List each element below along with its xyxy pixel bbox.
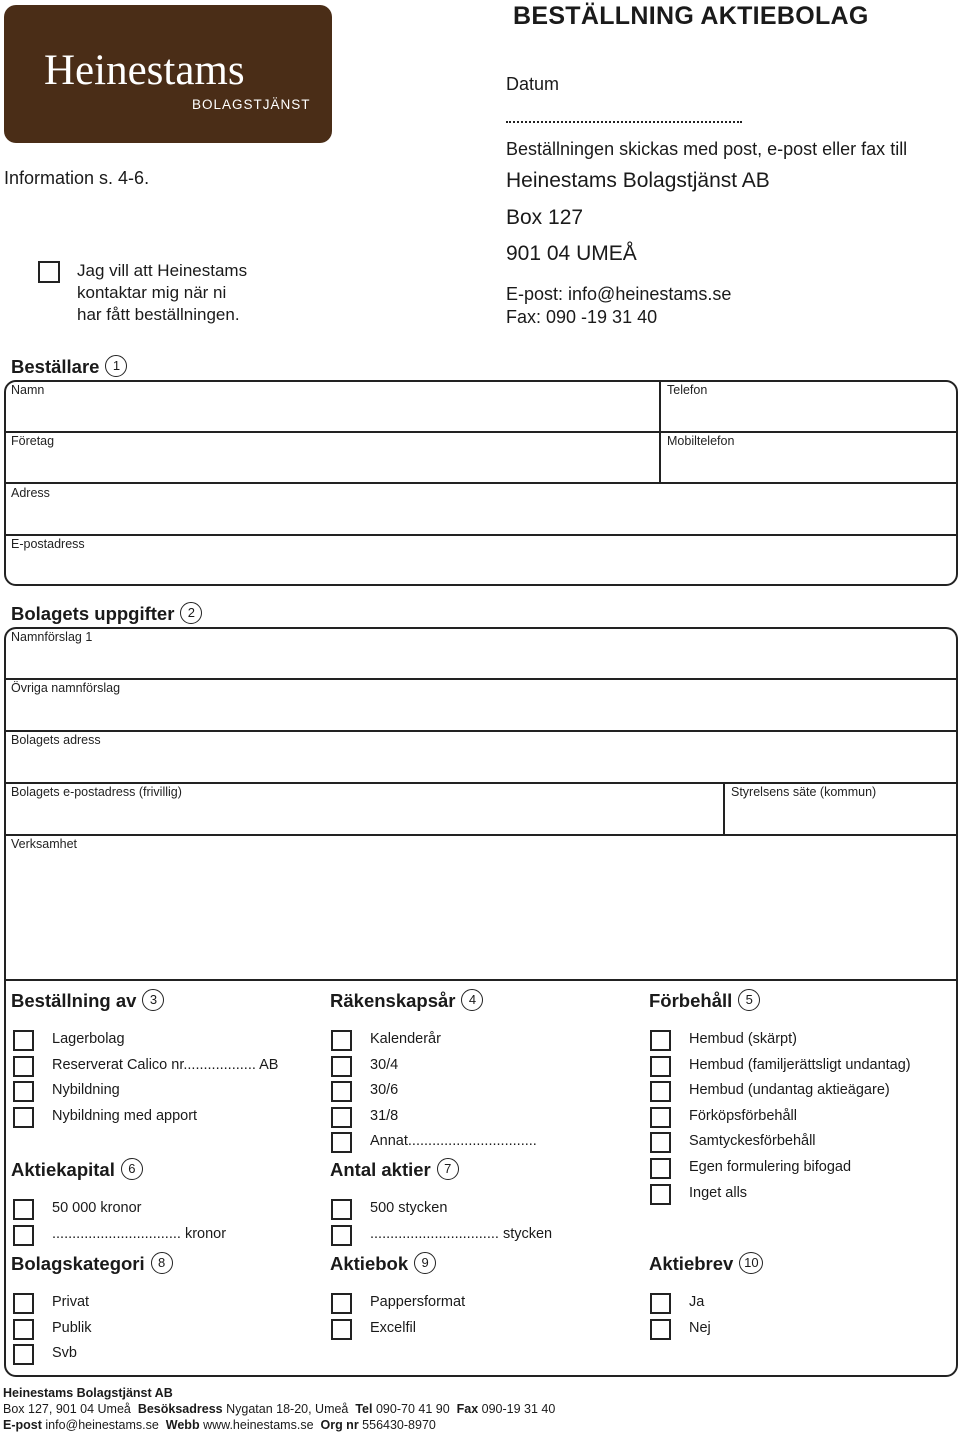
footer-org: 556430-8970 [362,1418,436,1432]
company-address-field[interactable] [6,732,956,781]
phone-label: Telefon [667,383,708,397]
divider [659,380,661,483]
company-email-field[interactable] [6,784,722,833]
category-checkbox[interactable] [13,1344,34,1365]
category-section-title [11,1252,173,1275]
reservation-checkbox[interactable] [650,1132,671,1153]
date-input-line[interactable] [506,121,742,123]
board-seat-label: Styrelsens säte (kommun) [731,785,877,799]
category-option: Publik [52,1320,92,1336]
step-number-1: 1 [105,355,127,377]
share-cert-option: Ja [689,1294,705,1310]
category-checkbox[interactable] [13,1319,34,1340]
share-book-option: Pappersformat [370,1294,466,1310]
fiscal-year-option: 30/6 [370,1082,399,1098]
step-number-3: 3 [142,989,164,1011]
share-count-section-title [330,1158,459,1181]
reservation-option: Hembud (skärpt) [689,1031,797,1047]
footer [3,1385,555,1433]
contact-line: har fått beställningen. [77,305,240,324]
address-label: Adress [11,486,50,500]
step-number-5: 5 [738,989,760,1011]
company-info-title: Bolagets uppgifter [11,603,175,624]
share-count-title: Antal aktier [330,1159,431,1180]
order-by-title: Beställning av [11,990,137,1011]
reservation-option: Hembud (undantag aktieägare) [689,1082,890,1098]
other-names-field[interactable] [6,680,956,729]
order-by-checkbox[interactable] [13,1081,34,1102]
share-capital-checkbox[interactable] [13,1199,34,1220]
options-form [4,979,958,1377]
company-label: Företag [11,434,55,448]
share-capital-option: ................................ kronor [52,1226,227,1242]
footer-org-label: Org nr [320,1418,359,1432]
share-capital-option: 50 000 kronor [52,1200,142,1216]
company-section-title [11,602,202,625]
mobile-label: Mobiltelefon [667,434,735,448]
recipient-fax: Fax: 090 -19 31 40 [506,307,658,327]
reservation-checkbox[interactable] [650,1107,671,1128]
share-book-section-title [330,1252,436,1275]
business-field[interactable] [6,836,956,978]
share-count-checkbox[interactable] [331,1199,352,1220]
fiscal-year-title: Räkenskapsår [330,990,456,1011]
share-capital-section-title [11,1158,143,1181]
footer-address: Box 127, 901 04 Umeå [3,1402,131,1416]
fiscal-year-checkbox[interactable] [331,1030,352,1051]
date-label: Datum [506,74,560,94]
contact-line: kontaktar mig när ni [77,283,227,302]
share-count-option: ................................ stycken [370,1226,553,1242]
name-field[interactable] [6,382,658,430]
orderer-title: Beställare [11,356,100,377]
order-by-option: Nybildning med apport [52,1108,198,1124]
step-number-8: 8 [151,1252,173,1274]
share-book-checkbox[interactable] [331,1293,352,1314]
order-by-section-title [11,989,164,1012]
share-capital-checkbox[interactable] [13,1225,34,1246]
other-names-label: Övriga namnförslag [11,681,121,695]
form-title: BESTÄLLNING AKTIEBOLAG [513,2,869,30]
step-number-9: 9 [414,1252,436,1274]
share-book-title: Aktiebok [330,1253,409,1274]
footer-tel-label: Tel [355,1402,373,1416]
footer-visit-label: Besöksadress [137,1402,223,1416]
fiscal-year-section-title [330,989,483,1012]
recipient-email: E-post: info@heinestams.se [506,284,732,304]
category-checkbox[interactable] [13,1293,34,1314]
share-cert-checkbox[interactable] [650,1319,671,1340]
fiscal-year-option: Kalenderår [370,1031,441,1047]
phone-field[interactable] [662,382,956,430]
share-count-checkbox[interactable] [331,1225,352,1246]
step-number-6: 6 [121,1158,143,1180]
step-number-4: 4 [461,989,483,1011]
company-email-label: Bolagets e-postadress (frivillig) [11,785,182,799]
fiscal-year-option: 30/4 [370,1057,399,1073]
logo [4,5,332,143]
share-book-option: Excelfil [370,1320,416,1336]
divider [723,782,725,835]
reservation-checkbox[interactable] [650,1184,671,1205]
reservation-option: Förköpsförbehåll [689,1108,797,1124]
footer-tel: 090-70 41 90 [375,1402,450,1416]
footer-fax: 090-19 31 40 [481,1402,556,1416]
category-option: Privat [52,1294,90,1310]
orderer-section-title [11,355,127,378]
contact-me-label [77,260,247,326]
logo-brand: Heinestams [44,47,245,94]
business-label: Verksamhet [11,837,78,851]
footer-visit: Nygatan 18-20, Umeå [226,1402,349,1416]
order-by-option: Lagerbolag [52,1031,125,1047]
info-pages-note: Information s. 4-6. [4,168,150,188]
step-number-7: 7 [437,1158,459,1180]
logo-subtitle: BOLAGSTJÄNST [192,97,311,112]
reservation-checkbox[interactable] [650,1056,671,1077]
footer-email-label: E-post [3,1418,42,1432]
reservation-checkbox[interactable] [650,1158,671,1179]
company-address-label: Bolagets adress [11,733,101,747]
footer-fax-label: Fax [456,1402,479,1416]
footer-email[interactable]: info@heinestams.se [45,1418,159,1432]
reservation-option: Hembud (familjerättsligt undantag) [689,1057,911,1073]
order-by-option: Nybildning [52,1082,120,1098]
reservation-section-title [649,989,760,1012]
step-number-10: 10 [739,1252,763,1274]
footer-web[interactable]: www.heinestams.se [203,1418,314,1432]
share-capital-title: Aktiekapital [11,1159,115,1180]
email-label: E-postadress [11,537,85,551]
order-by-option: Reserverat Calico nr.................. AB [52,1057,279,1073]
contact-line: Jag vill att Heinestams [77,261,248,280]
fiscal-year-checkbox[interactable] [331,1132,352,1153]
reservation-option: Samtyckesförbehåll [689,1133,816,1149]
share-book-checkbox[interactable] [331,1319,352,1340]
recipient-box: Box 127 [506,206,584,229]
email-field[interactable] [6,536,956,584]
category-option: Svb [52,1345,77,1361]
mobile-field[interactable] [662,433,956,481]
reservation-option: Inget alls [689,1185,748,1201]
reservation-checkbox[interactable] [650,1081,671,1102]
order-by-checkbox[interactable] [13,1056,34,1077]
fiscal-year-checkbox[interactable] [331,1056,352,1077]
address-field[interactable] [6,484,956,533]
board-seat-field[interactable] [726,784,956,833]
name-label: Namn [11,383,45,397]
name-proposal-1-label: Namnförslag 1 [11,630,93,644]
share-cert-section-title [649,1252,763,1275]
recipient-city: 901 04 UMEÅ [506,242,637,265]
reservation-option: Egen formulering bifogad [689,1159,852,1175]
share-cert-checkbox[interactable] [650,1293,671,1314]
order-by-checkbox[interactable] [13,1030,34,1051]
reservation-title: Förbehåll [649,990,733,1011]
order-by-checkbox[interactable] [13,1107,34,1128]
step-number-2: 2 [180,602,202,624]
name-proposal-1-field[interactable] [6,629,956,677]
category-title: Bolagskategori [11,1253,145,1274]
fiscal-year-checkbox[interactable] [331,1081,352,1102]
share-count-option: 500 stycken [370,1200,448,1216]
company-field[interactable] [6,433,658,481]
fiscal-year-option: 31/8 [370,1108,399,1124]
recipient-company: Heinestams Bolagstjänst AB [506,169,770,192]
footer-web-label: Webb [165,1418,200,1432]
share-cert-option: Nej [689,1320,711,1336]
footer-company: Heinestams Bolagstjänst AB [3,1386,173,1400]
send-info-text: Beställningen skickas med post, e-post eller fax till [506,139,908,159]
contact-me-checkbox[interactable] [38,261,60,283]
share-cert-title: Aktiebrev [649,1253,734,1274]
fiscal-year-option: Annat................................ [370,1133,537,1149]
reservation-checkbox[interactable] [650,1030,671,1051]
fiscal-year-checkbox[interactable] [331,1107,352,1128]
